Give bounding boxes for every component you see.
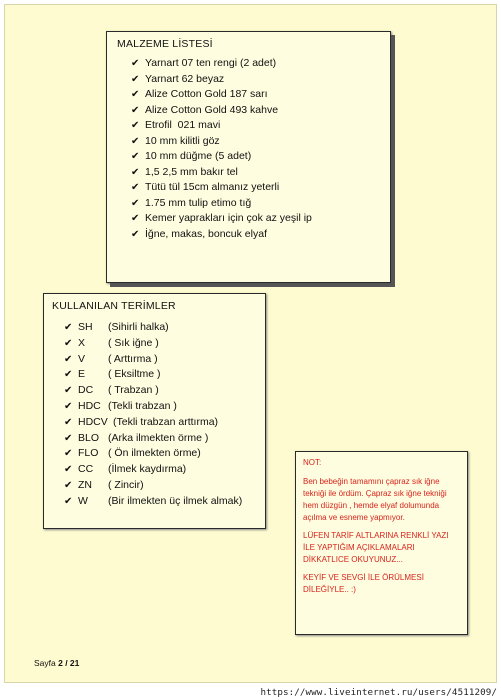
checkmark-icon: ✔ bbox=[131, 166, 140, 178]
material-item: ✔ 1,5 2,5 mm bakır tel bbox=[131, 165, 390, 181]
term-desc: (Tekli trabzan arttırma) bbox=[113, 415, 219, 428]
term-item bbox=[64, 446, 265, 462]
term-desc: (Arka ilmekten örme ) bbox=[108, 431, 209, 444]
material-item: ✔ 1.75 mm tulip etimo tığ bbox=[131, 196, 390, 212]
material-item: ✔ Kemer yaprakları için çok az yeşil ip bbox=[131, 211, 390, 227]
term-desc: ( Arttırma ) bbox=[108, 352, 158, 365]
page-footer bbox=[34, 658, 79, 668]
term-abbr: ZN bbox=[78, 478, 92, 491]
term-desc: (Tekli trabzan ) bbox=[108, 399, 177, 412]
checkmark-icon: ✔ bbox=[131, 89, 140, 100]
material-item: ✔ Yarnart 07 ten rengi (2 adet) bbox=[131, 56, 390, 72]
checkmark-icon: ✔ bbox=[64, 322, 73, 333]
term-abbr: V bbox=[78, 352, 86, 365]
material-item: ✔ İğne, makas, boncuk elyaf bbox=[131, 227, 390, 243]
note-paragraph: LÜFEN TARİF ALTLARINA RENKLİ YAZI İLE YAPTIĞIM AÇIKLAMALARI DİKKATLICE OKUYUNUZ... bbox=[303, 531, 449, 564]
material-item: ✔ Alize Cotton Gold 493 kahve bbox=[131, 103, 390, 119]
checkmark-icon: ✔ bbox=[64, 464, 73, 476]
checkmark-icon: ✔ bbox=[64, 416, 73, 428]
checkmark-icon: ✔ bbox=[131, 58, 140, 69]
term-item bbox=[64, 383, 265, 399]
term-abbr: HDC bbox=[78, 399, 101, 412]
term-desc: (İlmek kaydırma) bbox=[108, 463, 187, 476]
term-desc: ( Ön ilmekten örme) bbox=[108, 447, 201, 460]
material-item: ✔ Etrofil 021 mavi bbox=[131, 118, 390, 134]
term-abbr: FLO bbox=[78, 447, 99, 460]
material-item: ✔ 10 mm kilitli göz bbox=[131, 134, 390, 150]
terms-title: KULLANILAN TERİMLER bbox=[52, 300, 176, 312]
term-item bbox=[64, 320, 265, 336]
term-abbr: HDCV bbox=[78, 415, 108, 428]
term-item bbox=[64, 367, 265, 383]
term-abbr: X bbox=[78, 336, 86, 349]
checkmark-icon: ✔ bbox=[131, 73, 140, 85]
materials-box bbox=[106, 31, 391, 283]
term-item bbox=[64, 431, 265, 447]
note-title: NOT: bbox=[303, 458, 322, 467]
term-desc: (Sihirli halka) bbox=[108, 321, 169, 333]
term-abbr: DC bbox=[78, 384, 94, 397]
material-item: ✔ Yarnart 62 beyaz bbox=[131, 72, 390, 88]
terms-box bbox=[43, 293, 266, 529]
checkmark-icon: ✔ bbox=[131, 104, 140, 116]
checkmark-icon: ✔ bbox=[131, 151, 140, 162]
note-box bbox=[295, 451, 468, 635]
checkmark-icon: ✔ bbox=[64, 495, 73, 507]
term-desc: ( Zincir) bbox=[108, 478, 144, 491]
term-item bbox=[64, 415, 265, 431]
checkmark-icon: ✔ bbox=[64, 448, 73, 460]
material-item: ✔ 10 mm düğme (5 adet) bbox=[131, 149, 390, 165]
note-paragraph: KEYİF VE SEVGİ İLE ÖRÜLMESİ DİLEĞİYLE.. :) bbox=[303, 573, 424, 594]
checkmark-icon: ✔ bbox=[131, 228, 140, 240]
term-item bbox=[64, 478, 265, 494]
checkmark-icon: ✔ bbox=[64, 337, 73, 349]
term-abbr: BLO bbox=[78, 431, 100, 444]
term-abbr: CC bbox=[78, 463, 94, 476]
checkmark-icon: ✔ bbox=[64, 432, 73, 444]
checkmark-icon: ✔ bbox=[64, 353, 73, 365]
term-abbr: E bbox=[78, 368, 86, 381]
checkmark-icon: ✔ bbox=[131, 213, 140, 224]
checkmark-icon: ✔ bbox=[64, 385, 73, 397]
term-abbr: SH bbox=[78, 321, 93, 333]
note-paragraph: Ben bebeğin tamamını çapraz sık iğne tekniği ile ördüm. Çapraz sık iğne tekniği hem düzgün , hemde elyaf dolumunda açılma ve esneme yapmıyor. bbox=[303, 477, 447, 522]
term-desc: ( Eksiltme ) bbox=[108, 368, 161, 381]
term-item bbox=[64, 352, 265, 368]
materials-list bbox=[117, 56, 390, 242]
checkmark-icon: ✔ bbox=[131, 120, 140, 131]
term-desc: (Bir ilmekten üç ilmek almak) bbox=[108, 494, 243, 507]
checkmark-icon: ✔ bbox=[131, 182, 140, 193]
term-desc: ( Sık iğne ) bbox=[108, 336, 159, 349]
terms-list bbox=[52, 320, 265, 510]
page-number: 2 / 21 bbox=[58, 658, 80, 668]
checkmark-icon: ✔ bbox=[131, 197, 140, 209]
checkmark-icon: ✔ bbox=[64, 369, 73, 381]
material-item: ✔ Alize Cotton Gold 187 sarı bbox=[131, 87, 390, 103]
watermark-url: https://www.liveinternet.ru/users/4511209/ bbox=[260, 687, 497, 698]
document-page bbox=[4, 4, 497, 683]
material-item: ✔ Tütü tül 15cm almanız yeterli bbox=[131, 180, 390, 196]
materials-title: MALZEME LİSTESİ bbox=[117, 38, 213, 50]
term-item bbox=[64, 399, 265, 415]
checkmark-icon: ✔ bbox=[131, 135, 140, 147]
checkmark-icon: ✔ bbox=[64, 400, 73, 412]
term-item bbox=[64, 336, 265, 352]
page-label: Sayfa bbox=[34, 658, 56, 668]
term-item bbox=[64, 462, 265, 478]
checkmark-icon: ✔ bbox=[64, 479, 73, 491]
term-desc: ( Trabzan ) bbox=[108, 384, 159, 397]
term-item bbox=[64, 494, 265, 510]
term-abbr: W bbox=[78, 494, 88, 507]
